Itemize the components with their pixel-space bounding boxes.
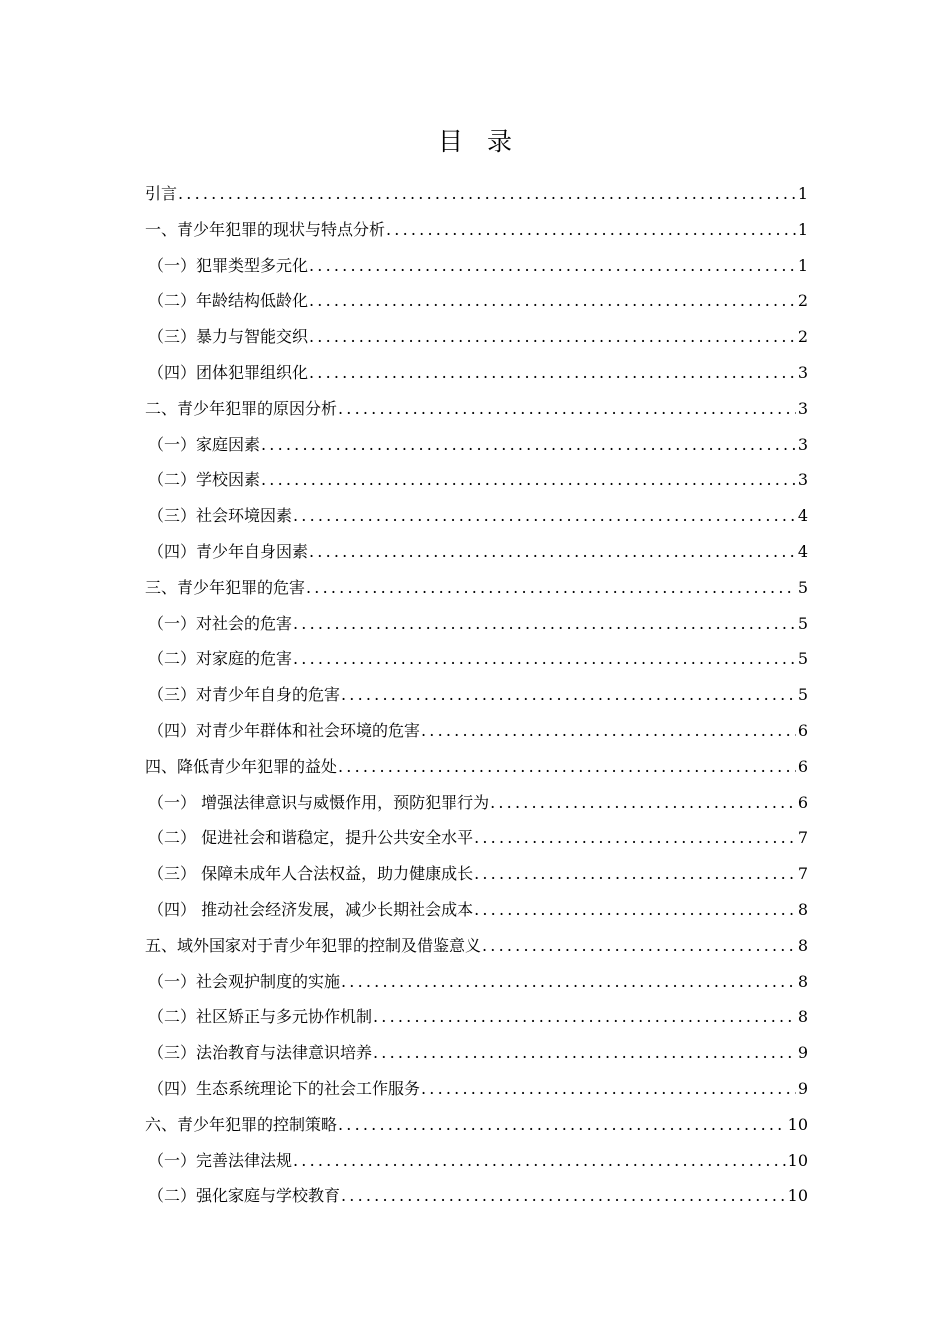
toc-subsection-entry[interactable] (145, 1071, 808, 1107)
toc-entry-title: （三）社会环境因素 (148, 506, 293, 526)
toc-dot-leader (340, 964, 796, 1000)
toc-page-number: 8 (797, 1007, 808, 1027)
toc-dot-leader (489, 785, 796, 821)
toc-subsection-entry[interactable] (145, 1178, 808, 1214)
toc-section-entry[interactable] (145, 928, 808, 964)
toc-entry-title: （三）法治教育与法律意识培养 (148, 1043, 373, 1063)
toc-dot-leader (305, 570, 796, 606)
toc-dot-leader (420, 713, 796, 749)
toc-entry-title: （二）年龄结构低龄化 (148, 291, 309, 311)
toc-entry-title: 二、青少年犯罪的原因分析 (145, 398, 338, 418)
toc-section-entry[interactable] (145, 749, 808, 785)
toc-page-number: 8 (797, 935, 808, 955)
toc-page-number: 1 (797, 184, 808, 203)
toc-entry-title: 引言 (145, 184, 178, 203)
toc-entry-title: 一、青少年犯罪的现状与特点分析 (145, 219, 386, 239)
toc-page-number: 10 (787, 1150, 808, 1170)
toc-page-number: 3 (797, 434, 808, 454)
toc-title (0, 124, 950, 160)
toc-subsection-entry[interactable] (145, 964, 808, 1000)
toc-subsection-entry[interactable] (145, 999, 808, 1035)
toc-entry-title: 四、降低青少年犯罪的益处 (145, 756, 338, 776)
toc-page-number: 8 (797, 899, 808, 919)
toc-entry-title: 六、青少年犯罪的控制策略 (145, 1114, 338, 1134)
toc-title-char: 目 (437, 127, 463, 156)
toc-dot-leader (292, 1143, 786, 1179)
toc-page-number: 7 (797, 828, 808, 848)
toc-dot-leader (308, 248, 796, 284)
toc-subsection-entry[interactable] (145, 892, 808, 928)
toc-section-entry[interactable] (145, 391, 808, 427)
toc-title-char: 录 (487, 127, 513, 156)
toc-subsection-entry[interactable] (145, 355, 808, 391)
toc-dot-leader (308, 319, 796, 355)
toc-subsection-entry[interactable] (145, 1035, 808, 1071)
toc-entry-title: （三） 保障未成年人合法权益，助力健康成长 (148, 864, 474, 884)
toc-entry-title: （四） 推动社会经济发展，减少长期社会成本 (148, 899, 474, 919)
toc-dot-leader (308, 534, 796, 570)
toc-page-number: 9 (797, 1043, 808, 1063)
toc-subsection-entry[interactable] (145, 820, 808, 856)
toc-page-number: 8 (797, 971, 808, 991)
toc-entry-title: （一）家庭因素 (148, 434, 261, 454)
toc-entry-title: （一）犯罪类型多元化 (148, 255, 309, 275)
toc-section-entry[interactable] (145, 176, 808, 212)
toc-entry-title: （二）社区矫正与多元协作机制 (148, 1007, 373, 1027)
toc-dot-leader (385, 212, 796, 248)
toc-dot-leader (481, 928, 796, 964)
toc-subsection-entry[interactable] (145, 606, 808, 642)
toc-dot-leader (292, 498, 796, 534)
toc-section-entry[interactable] (145, 570, 808, 606)
toc-page-number: 6 (797, 792, 808, 812)
toc-page-number: 10 (787, 1114, 808, 1134)
toc-entry-title: （一）对社会的危害 (148, 613, 293, 633)
toc-page-number: 5 (797, 685, 808, 705)
toc-subsection-entry[interactable] (145, 498, 808, 534)
toc-entry-title: （一） 增强法律意识与威慑作用，预防犯罪行为 (148, 792, 490, 812)
toc-dot-leader (260, 462, 796, 498)
toc-page-number: 3 (797, 398, 808, 418)
toc-dot-leader (337, 1107, 786, 1143)
toc-dot-leader (292, 606, 796, 642)
toc-dot-leader (340, 1178, 786, 1214)
toc-entry-title: （二）学校因素 (148, 470, 261, 490)
toc-subsection-entry[interactable] (145, 248, 808, 284)
toc-section-entry[interactable] (145, 1107, 808, 1143)
toc-page-number: 4 (797, 506, 808, 526)
toc-page-number: 7 (797, 864, 808, 884)
toc-entry-title: （二）对家庭的危害 (148, 649, 293, 669)
toc-entry-title: 五、域外国家对于青少年犯罪的控制及借鉴意义 (145, 935, 482, 955)
toc-dot-leader (177, 176, 796, 212)
toc-subsection-entry[interactable] (145, 713, 808, 749)
toc-subsection-entry[interactable] (145, 677, 808, 713)
toc-section-entry[interactable] (145, 212, 808, 248)
toc-page-number: 5 (797, 613, 808, 633)
toc-entry-title: （二）强化家庭与学校教育 (148, 1186, 341, 1206)
toc-dot-leader (292, 641, 796, 677)
toc-dot-leader (372, 999, 796, 1035)
toc-page-number: 3 (797, 470, 808, 490)
toc-dot-leader (340, 677, 796, 713)
toc-entry-title: （三）对青少年自身的危害 (148, 685, 341, 705)
toc-dot-leader (308, 355, 796, 391)
toc-entry-title: （四）青少年自身因素 (148, 541, 309, 561)
toc-page-number: 6 (797, 756, 808, 776)
toc-page-number: 4 (797, 541, 808, 561)
toc-dot-leader (473, 856, 796, 892)
toc-dot-leader (420, 1071, 796, 1107)
toc-page-number: 5 (797, 577, 808, 597)
toc-subsection-entry[interactable] (145, 785, 808, 821)
toc-entry-title: （二） 促进社会和谐稳定，提升公共安全水平 (148, 828, 474, 848)
toc-subsection-entry[interactable] (145, 641, 808, 677)
toc-page-number: 1 (797, 219, 808, 239)
toc-subsection-entry[interactable] (145, 1143, 808, 1179)
toc-entry-title: 三、青少年犯罪的危害 (145, 577, 306, 597)
toc-subsection-entry[interactable] (145, 427, 808, 463)
toc-entry-title: （一）社会观护制度的实施 (148, 971, 341, 991)
toc-entry-title: （四）对青少年群体和社会环境的危害 (148, 720, 421, 740)
toc-entry-title: （四）团体犯罪组织化 (148, 362, 309, 382)
toc-dot-leader (308, 283, 796, 319)
toc-dot-leader (260, 427, 796, 463)
toc-entry-title: （四）生态系统理论下的社会工作服务 (148, 1078, 421, 1098)
toc-dot-leader (473, 820, 796, 856)
toc-subsection-entry[interactable] (145, 462, 808, 498)
toc-dot-leader (337, 391, 796, 427)
toc-subsection-entry[interactable] (145, 856, 808, 892)
toc-dot-leader (473, 892, 796, 928)
toc-subsection-entry[interactable] (145, 283, 808, 319)
toc-subsection-entry[interactable] (145, 534, 808, 570)
toc-page-number: 5 (797, 649, 808, 669)
toc-subsection-entry[interactable] (145, 319, 808, 355)
toc-page-number: 2 (797, 327, 808, 347)
toc-list (145, 176, 808, 1214)
toc-dot-leader (337, 749, 796, 785)
toc-entry-title: （一）完善法律法规 (148, 1150, 293, 1170)
toc-entry-title: （三）暴力与智能交织 (148, 327, 309, 347)
toc-page-number: 3 (797, 362, 808, 382)
toc-page-number: 10 (787, 1186, 808, 1206)
toc-page-number: 6 (797, 720, 808, 740)
toc-page-number: 1 (797, 255, 808, 275)
toc-page-number: 9 (797, 1078, 808, 1098)
toc-dot-leader (372, 1035, 796, 1071)
toc-page-number: 2 (797, 291, 808, 311)
